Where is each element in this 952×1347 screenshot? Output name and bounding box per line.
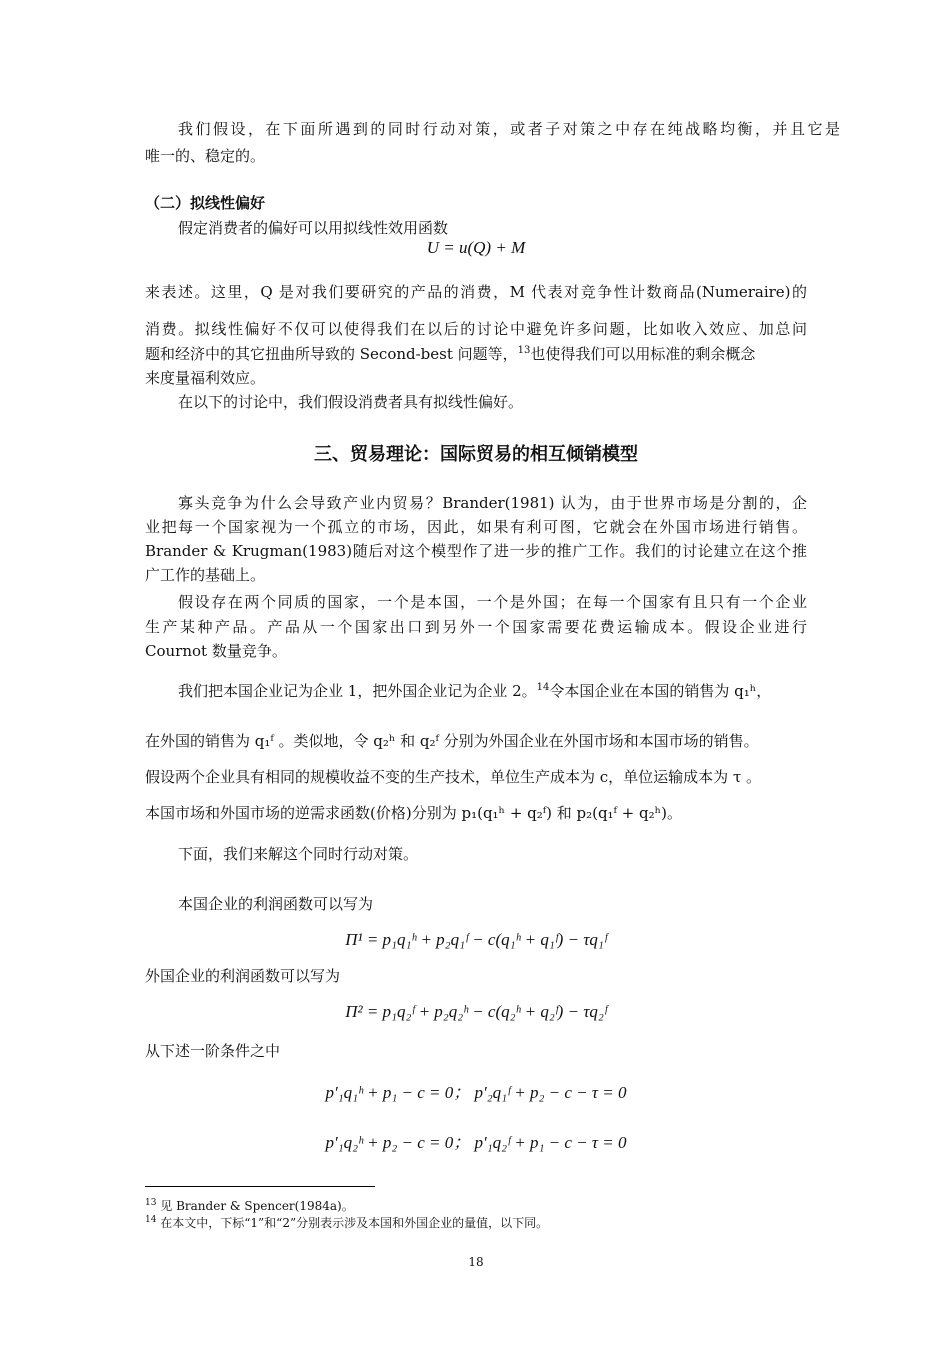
paragraph-line (145, 343, 807, 365)
chapter-heading: 三、贸易理论：国际贸易的相互倾销模型 (314, 444, 638, 465)
paragraph-line: 消费。拟线性偏好不仅可以使得我们在以后的讨论中避免许多问题，比如收入效应、加总问 (145, 320, 807, 338)
footnote-ref[interactable]: 14 (536, 682, 550, 693)
text-run: 题和经济中的其它扭曲所导致的 Second-best 问题等， (145, 345, 518, 363)
paragraph-line: 生产某种产品。产品从一个国家出口到另外一个国家需要花费运输成本。假设企业进行 (145, 618, 807, 636)
profit-equation-foreign: Π² = p₁q₂ᶠ + p₂q₂ʰ − c(q₂ʰ + q₂ᶠ) − τq₂ᶠ (345, 1002, 607, 1021)
footnote (145, 1212, 548, 1231)
paragraph-line (178, 680, 840, 702)
footnote-separator (145, 1186, 375, 1187)
first-order-conditions-1: p′₁q₁ʰ + p₁ − c = 0； p′₂q₁ᶠ + p₂ − c − τ = 0 (325, 1083, 627, 1102)
footnote-text: 见 Brander & Spencer(1984a)。 (160, 1199, 354, 1213)
paragraph-line: 从下述一阶条件之中 (145, 1042, 281, 1060)
text-run: 令本国企业在本国的销售为 q₁ʰ， (549, 682, 772, 700)
paragraph-line: 假定消费者的偏好可以用拟线性效用函数 (178, 219, 449, 237)
paragraph-line: 我们假设，在下面所遇到的同时行动对策，或者子对策之中存在纯战略均衡，并且它是 (178, 120, 840, 138)
paragraph-line: 业把每一个国家视为一个孤立的市场，因此，如果有利可图，它就会在外国市场进行销售。 (145, 518, 807, 536)
paragraph-line: 在外国的销售为 q₁ᶠ 。类似地，令 q₂ʰ 和 q₂ᶠ 分别为外国企业在外国市场和本国市场的销售。 (145, 732, 759, 750)
paragraph-line: 在以下的讨论中，我们假设消费者具有拟线性偏好。 (178, 393, 524, 411)
text-run: 也使得我们可以用标准的剩余概念 (530, 345, 756, 363)
first-order-conditions-2: p′₁q₂ʰ + p₂ − c = 0； p′₁q₂ᶠ + p₁ − c − τ = 0 (325, 1133, 627, 1152)
footnote-ref[interactable]: 13 (517, 345, 531, 356)
paragraph-line: Cournot 数量竞争。 (145, 642, 287, 660)
paragraph-line: 来表述。这里，Q 是对我们要研究的产品的消费，M 代表对竞争性计数商品(Numeraire)的 (145, 283, 807, 301)
paragraph-line: 本国企业的利润函数可以写为 (178, 895, 374, 913)
utility-equation: U = u(Q) + M (426, 238, 526, 257)
paragraph-line: 本国市场和外国市场的逆需求函数(价格)分别为 p₁(q₁ʰ + q₂ᶠ) 和 p₂(q₁ᶠ + q₂ʰ)。 (145, 804, 682, 822)
paragraph-line: 唯一的、稳定的。 (145, 147, 266, 165)
profit-equation-home: Π¹ = p₁q₁ʰ + p₂q₁ᶠ − c(q₁ʰ + q₁ᶠ) − τq₁ᶠ (345, 930, 607, 949)
paragraph-line: 假设存在两个同质的国家，一个是本国，一个是外国；在每一个国家有且只有一个企业 (178, 593, 807, 611)
page-number: 18 (468, 1255, 484, 1269)
paragraph-line: 下面，我们来解这个同时行动对策。 (178, 845, 419, 863)
paragraph-line: 广工作的基础上。 (145, 566, 266, 584)
paragraph-line: 来度量福利效应。 (145, 369, 266, 387)
text-run: 我们把本国企业记为企业 1，把外国企业记为企业 2。 (178, 682, 537, 700)
paragraph-line: 外国企业的利润函数可以写为 (145, 967, 341, 985)
paragraph-line: 寡头竞争为什么会导致产业内贸易？Brander(1981) 认为，由于世界市场是分割的，企 (178, 494, 807, 512)
paragraph-line: Brander & Krugman(1983)随后对这个模型作了进一步的推广工作。我们的讨论建立在这个推 (145, 542, 807, 560)
footnote-number: 13 (145, 1198, 157, 1208)
paragraph-line: 假设两个企业具有相同的规模收益不变的生产技术，单位生产成本为 c，单位运输成本为 τ 。 (145, 768, 762, 786)
footnote-number: 14 (145, 1215, 157, 1225)
section-heading: （二）拟线性偏好 (145, 194, 266, 212)
footnote-text: 在本文中，下标“1”和“2”分别表示涉及本国和外国企业的量值，以下同。 (160, 1216, 549, 1230)
